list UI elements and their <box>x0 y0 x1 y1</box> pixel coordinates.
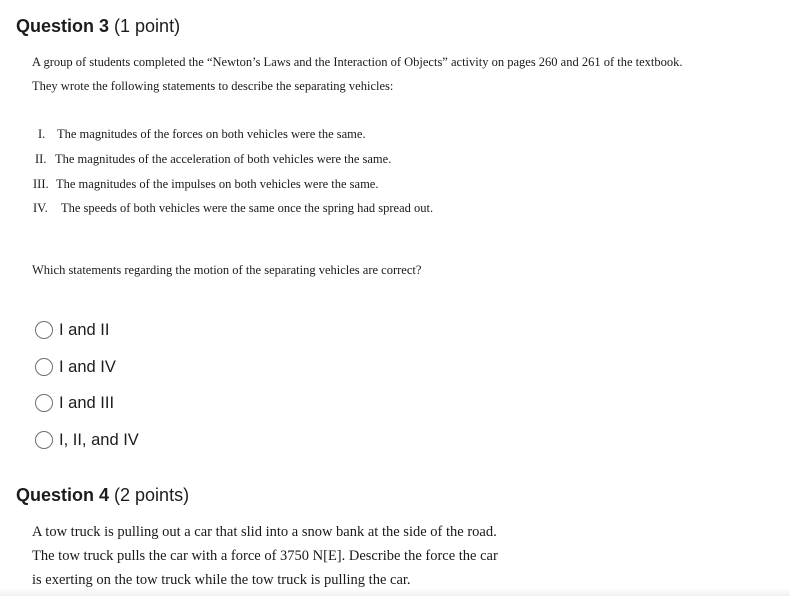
question-3-number: Question 3 <box>16 16 110 36</box>
radio-button[interactable] <box>35 394 53 412</box>
option-label[interactable]: I and II <box>59 320 110 339</box>
option-label[interactable]: I and III <box>59 393 115 412</box>
radio-button[interactable] <box>35 321 53 339</box>
option-label[interactable]: I, II, and IV <box>59 430 139 449</box>
statement-text: The magnitudes of the acceleration of both vehicles were the same. <box>55 152 392 166</box>
question-4-points: (2 points) <box>114 485 190 505</box>
radio-button[interactable] <box>35 358 53 376</box>
option-label[interactable]: I and IV <box>59 357 116 376</box>
statement-text: The magnitudes of the forces on both vehicles were the same. <box>57 127 366 141</box>
question-4-line-1: A tow truck is pulling out a car that slid into a snow bank at the side of the road. <box>32 524 497 540</box>
statement-numeral: II. <box>35 152 47 166</box>
statement-i <box>38 127 366 142</box>
radio-button[interactable] <box>35 431 53 449</box>
answer-option-3[interactable] <box>35 391 114 415</box>
answer-option-4[interactable] <box>35 428 139 452</box>
question-3-intro-line-1: A group of students completed the “Newton’s Laws and the Interaction of Objects” activity on pages 260 and 261 of the textbook. <box>32 55 683 69</box>
statement-text: The speeds of both vehicles were the same once the spring had spread out. <box>61 201 434 215</box>
question-4-line-2: The tow truck pulls the car with a force of 3750 N[E]. Describe the force the car <box>32 548 498 564</box>
question-3-points: (1 point) <box>114 16 181 36</box>
statement-numeral: IV. <box>33 201 48 215</box>
statement-ii <box>35 152 391 167</box>
answer-option-2[interactable] <box>35 355 116 379</box>
statement-iii <box>33 177 379 192</box>
answer-option-1[interactable] <box>35 318 109 342</box>
question-3-intro-line-2: They wrote the following statements to describe the separating vehicles: <box>32 79 394 93</box>
question-3-title <box>16 16 180 37</box>
question-4-title <box>16 485 189 506</box>
bottom-edge-shadow <box>0 588 790 596</box>
question-3-prompt: Which statements regarding the motion of the separating vehicles are correct? <box>32 263 422 277</box>
statement-iv <box>33 201 433 216</box>
statement-numeral: III. <box>33 177 49 191</box>
question-4-line-3: is exerting on the tow truck while the tow truck is pulling the car. <box>32 572 411 588</box>
statement-text: The magnitudes of the impulses on both vehicles were the same. <box>56 177 379 191</box>
question-4-number: Question 4 <box>16 485 110 505</box>
statement-numeral: I. <box>38 127 46 141</box>
